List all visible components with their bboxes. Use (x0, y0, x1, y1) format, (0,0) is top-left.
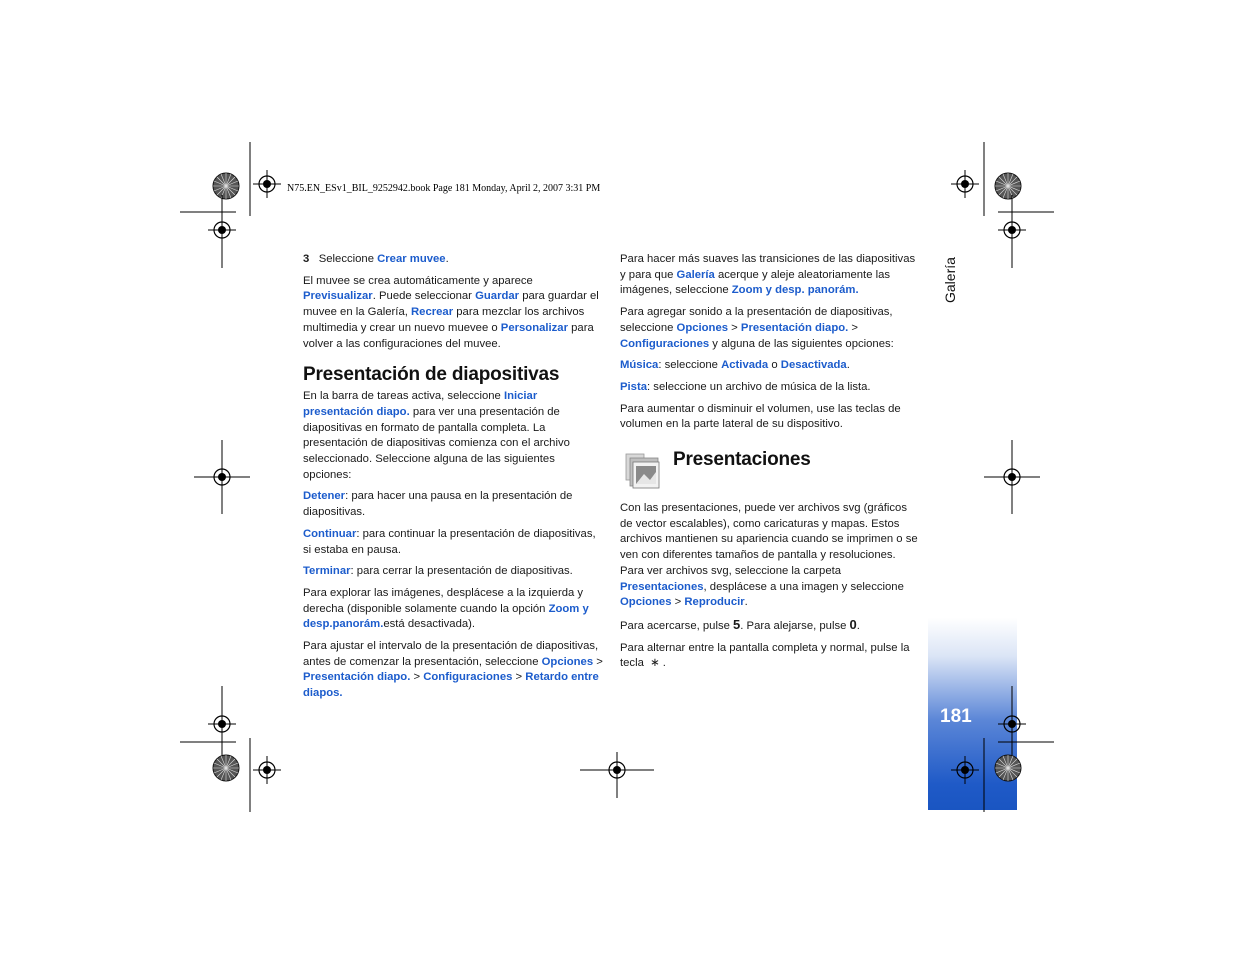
paragraph-sonido: Para agregar sonido a la presentación de diapositivas, seleccione Opciones > Presentación diapo. > Configuraciones y alguna de las siguientes opciones: (620, 306, 894, 350)
print-header: N75.EN_ESv1_BIL_9252942.book Page 181 Monday, April 2, 2007 3:31 PM (287, 183, 601, 194)
key-0-icon: 0 (849, 616, 857, 632)
right-column (620, 252, 920, 678)
heading-presentacion-diapositivas: Presentación de diapositivas (303, 364, 560, 386)
paragraph-volumen: Para aumentar o disminuir el volumen, use las teclas de volumen en la parte lateral de su dispositivo. (620, 402, 901, 431)
left-column (303, 252, 603, 708)
key-5-icon: 5 (733, 616, 741, 632)
option-pista: Pista: seleccione un archivo de música de la lista. (620, 380, 871, 393)
paragraph-presentaciones: Con las presentaciones, puede ver archivos svg (gráficos de vector escalables), como caricaturas y mapas. Estos archivos mantienen su apariencia cuando se imprimen o se ven con diferentes tamaños de pantalla y resoluciones. Para ver archivos svg, seleccione la carpeta Presentaciones, desplácese a una imagen y seleccione Opciones > Reproducir. (620, 502, 918, 609)
paragraph-explorar: Para explorar las imágenes, desplácese a la izquierda y derecha (disponible solamente cuando la opción Zoom y desp.panorám.está desactivada). (303, 586, 589, 631)
sidebar-title: Galería (942, 257, 958, 303)
heading-presentaciones: Presentaciones (673, 449, 811, 471)
option-detener: Detener: para hacer una pausa en la presentación de diapositivas. (303, 490, 573, 519)
option-continuar: Continuar: para continuar la presentación de diapositivas, si estaba en pausa. (303, 527, 596, 556)
key-star-icon: ∗ (650, 657, 660, 670)
paragraph-zoom: Para acercarse, pulse 5. Para alejarse, pulse 0. (620, 616, 860, 632)
paragraph-pantalla: Para alternar entre la pantalla completa y normal, pulse la tecla ∗ . (620, 641, 910, 670)
page-number: 181 (940, 706, 972, 727)
presentations-folder-icon (624, 450, 662, 490)
link-crear-muvee: Crear muvee (377, 253, 446, 265)
option-musica: Música: seleccione Activada o Desactivada. (620, 359, 850, 372)
paragraph-transiciones: Para hacer más suaves las transiciones de las diapositivas y para que Galería acerque y aleje aleatoriamente las imágenes, seleccione Zoom y desp. panorám. (620, 253, 916, 297)
paragraph-muvee: El muvee se crea automáticamente y aparece Previsualizar. Puede seleccionar Guardar para guardar el muvee en la Galería, Recrear para mezclar los archivos multimedia y crear un nuevo muevee o Personalizar para volver a las configuraciones del muvee. (303, 274, 599, 350)
option-terminar: Terminar: para cerrar la presentación de diapositivas. (303, 565, 573, 578)
paragraph-slideshow: En la barra de tareas activa, seleccione Iniciar presentación diapo. para ver una presentación de diapositivas en formato de pantalla completa. La presentación de diapositivas comienza con el archivo seleccionado. Seleccione alguna de las siguientes opciones: (303, 390, 570, 481)
paragraph-intervalo: Para ajustar el intervalo de la presentación de diapositivas, antes de comenzar la presentación, seleccione Opciones > Presentación diapo. > Configuraciones > Retardo entre diapos. (303, 640, 603, 700)
step-3: 3 Seleccione Crear muvee. (303, 253, 449, 265)
